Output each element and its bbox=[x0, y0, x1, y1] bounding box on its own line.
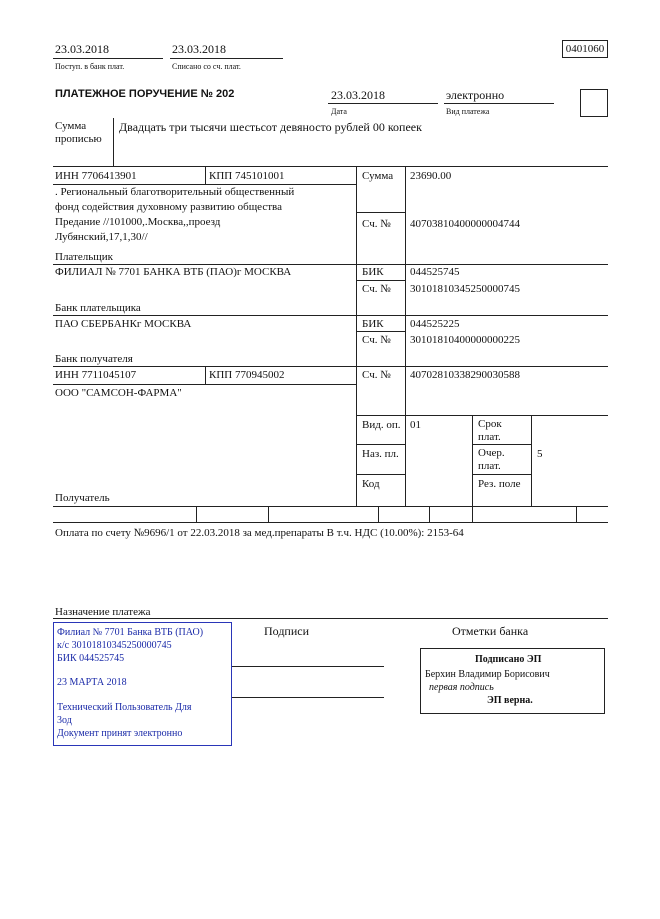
payee-bank-label: Банк получателя bbox=[55, 353, 133, 365]
payer-bank-label: Банк плательщика bbox=[55, 302, 141, 314]
purpose-label: Назначение платежа bbox=[55, 606, 151, 618]
payer-bank-name: ФИЛИАЛ № 7701 БАНКА ВТБ (ПАО)г МОСКВА bbox=[55, 266, 292, 278]
payer-name-3: Предание //101000,.Москва,,проезд bbox=[55, 216, 221, 228]
priority-label-2: плат. bbox=[478, 460, 501, 472]
document-date: 23.03.2018 bbox=[331, 88, 385, 102]
grid-line bbox=[472, 415, 473, 506]
stamp-date: 23 МАРТА 2018 bbox=[57, 677, 127, 688]
signatures-label: Подписи bbox=[264, 624, 310, 638]
stamp-line-2: к/с 30101810345250000745 bbox=[57, 640, 172, 651]
payer-name-2: фонд содействия духовному развитию общества bbox=[55, 201, 282, 213]
document-date-label: Дата bbox=[331, 107, 347, 116]
reserve-label: Рез. поле bbox=[478, 478, 521, 490]
grid-line bbox=[268, 506, 269, 522]
payee-bank-account-label: Сч. № bbox=[362, 334, 391, 346]
purpose-line bbox=[53, 618, 608, 619]
payee-bank-bik-label: БИК bbox=[362, 318, 384, 330]
stamp-line-1: Филиал № 7701 Банка ВТБ (ПАО) bbox=[57, 627, 204, 638]
payer-name-4: Лубянский,17,1,30// bbox=[55, 231, 148, 243]
grid-line bbox=[53, 166, 608, 167]
purpose-text: Оплата по счету №9696/1 от 22.03.2018 за мед.препараты В т.ч. НДС (10.00%): 2153-64 bbox=[55, 527, 464, 539]
sum-value: 23690.00 bbox=[410, 170, 452, 182]
payer-name-1: . Региональный благотворительный общественный bbox=[55, 186, 295, 198]
payer-account: 40703810400000004744 bbox=[410, 218, 520, 230]
payer-inn: ИНН 7706413901 bbox=[55, 170, 137, 182]
payer-bank-bik: 044525745 bbox=[410, 266, 460, 278]
payee-label: Получатель bbox=[55, 492, 110, 504]
signature-line-2 bbox=[232, 697, 384, 698]
grid-line bbox=[196, 506, 197, 522]
grid-line bbox=[531, 415, 532, 506]
payee-name: ООО "САМСОН-ФАРМА" bbox=[55, 387, 182, 399]
priority-label-1: Очер. bbox=[478, 447, 505, 459]
ds-title: Подписано ЭП bbox=[475, 654, 542, 665]
payee-inn: ИНН 7711045107 bbox=[55, 369, 137, 381]
stamp-note-3: Документ принят электронно bbox=[57, 728, 183, 739]
debited-label: Списано со сч. плат. bbox=[172, 62, 241, 71]
term-label-1: Срок bbox=[478, 418, 502, 430]
form-code: 0401060 bbox=[565, 43, 605, 55]
term-label-2: плат. bbox=[478, 431, 501, 443]
grid-line bbox=[53, 506, 608, 507]
debited-date-line bbox=[170, 58, 283, 59]
grid-line bbox=[356, 474, 405, 475]
ds-verified: ЭП верна. bbox=[487, 695, 533, 706]
grid-line bbox=[576, 506, 577, 522]
priority: 5 bbox=[537, 448, 543, 460]
grid-line bbox=[356, 331, 405, 332]
payer-bank-bik-label: БИК bbox=[362, 266, 384, 278]
form-code-box bbox=[562, 40, 608, 58]
grid-line bbox=[53, 366, 608, 367]
grid-line bbox=[53, 315, 608, 316]
payee-bank-bik: 044525225 bbox=[410, 318, 460, 330]
payer-kpp: КПП 745101001 bbox=[209, 170, 285, 182]
received-label: Поступ. в банк плат. bbox=[55, 62, 125, 71]
grid-line bbox=[205, 366, 206, 384]
stamp-line-3: БИК 044525745 bbox=[57, 653, 125, 664]
received-date-line bbox=[53, 58, 163, 59]
op-type-label: Вид. оп. bbox=[362, 419, 401, 431]
grid-line bbox=[53, 264, 608, 265]
purpose-code-label: Наз. пл. bbox=[362, 448, 399, 460]
bank-stamp bbox=[53, 622, 232, 746]
payment-type-line bbox=[444, 103, 554, 104]
payer-account-label: Сч. № bbox=[362, 218, 391, 230]
received-date: 23.03.2018 bbox=[55, 42, 109, 56]
grid-line bbox=[429, 506, 430, 522]
grid-line bbox=[356, 444, 405, 445]
ds-name: Берхин Владимир Борисович bbox=[425, 669, 550, 680]
grid-line bbox=[205, 166, 206, 184]
payment-type: электронно bbox=[446, 88, 505, 102]
amount-words-label-2: прописью bbox=[55, 133, 102, 145]
payee-kpp: КПП 770945002 bbox=[209, 369, 285, 381]
payment-type-label: Вид платежа bbox=[446, 107, 490, 116]
grid-line bbox=[356, 415, 608, 416]
status-box bbox=[580, 89, 608, 117]
bank-marks-label: Отметки банка bbox=[452, 624, 529, 638]
payee-bank-name: ПАО СБЕРБАНКг МОСКВА bbox=[55, 318, 192, 330]
amount-words-label-1: Сумма bbox=[55, 120, 87, 132]
op-type: 01 bbox=[410, 419, 421, 431]
payee-account: 40702810338290030588 bbox=[410, 369, 520, 381]
sum-label: Сумма bbox=[362, 170, 394, 182]
grid-line bbox=[472, 506, 473, 522]
grid-line bbox=[53, 384, 356, 385]
payer-bank-account-label: Сч. № bbox=[362, 283, 391, 295]
grid-line bbox=[405, 166, 406, 506]
grid-line bbox=[378, 506, 379, 522]
stamp-note-2: 3од bbox=[57, 715, 72, 726]
grid-line bbox=[356, 280, 405, 281]
debited-date: 23.03.2018 bbox=[172, 42, 226, 56]
payee-account-label: Сч. № bbox=[362, 369, 391, 381]
payer-label: Плательщик bbox=[55, 251, 113, 263]
document-date-line bbox=[328, 103, 438, 104]
page-title: ПЛАТЕЖНОЕ ПОРУЧЕНИЕ № 202 bbox=[55, 88, 235, 100]
digital-signature-box bbox=[420, 648, 605, 714]
payer-bank-account: 30101810345250000745 bbox=[410, 283, 520, 295]
grid-line bbox=[356, 212, 405, 213]
grid-line bbox=[53, 184, 356, 185]
grid-line bbox=[53, 522, 608, 523]
stamp-note-1: Технический Пользователь Для bbox=[57, 702, 192, 713]
ds-role: первая подпись bbox=[429, 682, 494, 693]
payee-bank-account: 30101810400000000225 bbox=[410, 334, 520, 346]
code-label: Код bbox=[362, 478, 380, 490]
grid-line bbox=[472, 474, 531, 475]
grid-line bbox=[356, 166, 357, 506]
amount-words-divider bbox=[113, 118, 114, 166]
amount-words-text: Двадцать три тысячи шестьсот девяносто рублей 00 копеек bbox=[119, 120, 422, 134]
grid-line bbox=[472, 444, 531, 445]
signature-line-1 bbox=[232, 666, 384, 667]
